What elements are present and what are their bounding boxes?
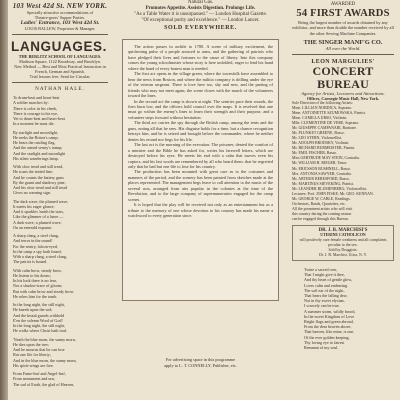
bureau-owner: LEON MARGULIES'	[311, 58, 375, 65]
poem-line: And his slow tread and still tread	[13, 185, 68, 190]
right-column	[290, 0, 396, 400]
poem-line: From the dear heaven above,	[304, 324, 352, 330]
synopsis-paragraph: In the second act the camp is shown at night. The sentries pace their rounds, the fires burn low, and the officers hold council over the maps. It is resolved that one must go within the enemy's lines to learn their strength and their purpose, and a volunteer steps forward without hesitation.	[128, 98, 273, 120]
poem-line: That heaven, like mine, is one,	[304, 329, 355, 335]
awards-title: 54 FIRST AWARDS	[296, 8, 390, 19]
poem-line: On an emerald expanse.	[13, 224, 53, 230]
poem-line: By starlight and moonlight,	[13, 129, 59, 135]
poem-line: And he counts the battery guns	[13, 174, 64, 180]
poem-line: In the camp a spy hath found;	[13, 248, 62, 254]
synopsis-paragraph: It is hoped that the play will be received not only as an entertainment but as a tribute to the memory of one whose devotion to his country has made his name a watchword to every generation since.	[128, 202, 273, 219]
poem-line: And the armed sentry's tramp;	[13, 145, 63, 151]
poem-line: The soft ear of the night,	[304, 287, 345, 293]
poem-line: But one life for liberty;	[13, 352, 51, 358]
poem-line: That hears the falling dew,	[304, 293, 348, 299]
medicine-ad-line: will positively cure female weakness and all complaints peculiar to the sex.	[299, 238, 387, 248]
medicine-ad-line: Sold by Druggists.	[328, 248, 358, 253]
poem-line: E'en the solemn Word of God!	[13, 317, 63, 323]
water-ad-slogan: Promotes Appetite. Assists Digestion. Prolongs Life.	[145, 6, 256, 11]
sold-everywhere: SOLD EVERYWHERE.	[164, 25, 237, 31]
poem-line: He dies upon the tree;	[13, 341, 49, 347]
poem-line: He listens to his doom;	[13, 272, 51, 278]
poem-line: With calm brow, steady brow,	[13, 267, 62, 273]
bureau-list-item: Mr. WILLIAM H. RIEGER, Tenor.	[292, 161, 348, 166]
languages-ad	[10, 39, 110, 79]
divider	[12, 34, 108, 35]
nathan-hale-poem	[10, 95, 110, 387]
medicine-ad-line: Dr. J. B. Marchisi, Utica, N. Y.	[319, 253, 367, 258]
water-ad-line: Natural Gas.	[187, 0, 214, 5]
languages-address: Madison Square, 1122 Broadway, and Brooklyn.	[19, 59, 101, 64]
poem-line: He robes him for the tomb.	[13, 293, 58, 299]
restaurant-address: 103 West 42d St. NEW YORK.	[12, 2, 108, 10]
poem-line: And terror in the sound!	[13, 238, 53, 244]
synopsis-paragraph: The production has been mounted with great care as to the costumes and manners of the period, and the scenery has been painted from sketches made at the places represented. The management begs leave to call attention to the music of the several acts, arranged from airs popular in the colonies at the time of the Revolution, and to the large company of supernumeraries engaged for the camp scenes.	[128, 169, 273, 202]
languages-school: THE BERLITZ SCHOOL OF LANGUAGES.	[18, 54, 102, 59]
poem-line: His spirit-wings are free.	[13, 362, 54, 368]
poem-line: And he mourns that he can lose	[13, 347, 65, 352]
bureau-list-item: Miss GERTRUDE MAY STEIN, Contralto.	[292, 156, 361, 161]
poem-line: He scans the tented line;	[13, 169, 54, 175]
poem-title: NATHAN HALE.	[35, 86, 85, 92]
water-ad-quote: "Of exceptional purity and excellence." — London Lancet.	[141, 18, 260, 23]
bureau-list-item: Mme. ANTOINETTE SZUMOWSKA, Pianist.	[292, 110, 366, 115]
bureau-list-item: Mr. MARTINUS SIEVEKING, Pianist.	[292, 181, 354, 186]
bureau-sub: Agency for Artists, Lecturers and Attractions.	[301, 90, 385, 96]
poem-line: In the long night, the still night,	[13, 302, 65, 307]
bureau-list-item: Mr. RICHARD BURMEISTER, Pianist.	[292, 146, 356, 151]
bureau-list-item: Mr. GIUSEPPE CAMPANARI, Baritone.	[292, 126, 357, 131]
bureau-artist-list	[290, 101, 396, 222]
advertising-note-line: apply to L. T. CONNELLY, Publisher, etc.	[164, 362, 237, 368]
medicine-ad-title: DR. J. B. MARCHISI'S	[318, 228, 368, 234]
middle-column	[118, 0, 283, 400]
poem-line: Thy loving eye to fairest	[304, 339, 345, 345]
synopsis-paragraph: The action passes in awhile to 1780. A scene of military excitement, the quickening pulse of a people aroused to arms, and the gathering of patriots who have pledged their lives and fortunes to the cause of liberty. Into this company comes the young schoolmaster whose story is here unfolded, eager to lend his hand where the hand of every honest man is needed.	[128, 44, 273, 71]
poem-line: By the gaunt and shadowy pine;	[13, 179, 66, 185]
poem-line: From Fame-leaf and Angel-leaf,	[13, 371, 66, 376]
poem-line: And it sparkles 'neath the stars,	[13, 209, 64, 214]
poem-line: In his look there is no fear,	[13, 278, 57, 283]
bureau-list-item: Lectures: Prof. JOHN FISKE; Mr. GEO. KENNAN.	[292, 191, 374, 196]
poem-line: With a sharp clang, a steel clang,	[13, 254, 67, 259]
advertising-note-line: For advertising space in this programme	[165, 357, 236, 362]
poem-line: For the sentry, falcon-eyed,	[13, 243, 58, 249]
poem-line: He kneels upon the sod;	[13, 307, 53, 313]
page-binding-edge	[0, 0, 8, 400]
restaurant-line: Specially attractive accommodations of	[26, 10, 94, 15]
poem-line: The patriot is bound.	[13, 259, 48, 265]
poem-line: His silent wanderings lamp.	[13, 155, 59, 161]
bureau-list-item: Mrs. ANTONIA SAWYER, Contralto.	[292, 171, 353, 176]
bureau-list-item: Mr. LEO STERN, Violoncellist.	[292, 136, 343, 141]
poem-line: In the sweet Kingdom of Love	[304, 313, 355, 319]
poem-line: And the starlight and moonlight	[13, 150, 66, 156]
bureau-list-item: Mlle. CLEMENTINE DE VERE, Soprano.	[292, 121, 360, 126]
divider	[12, 82, 108, 83]
bureau-list-item: Mr. GEORGE W. CABLE, Readings.	[292, 196, 351, 201]
bureau-list-item: Mr. ARTHUR BERESFORD, Basso.	[292, 176, 350, 181]
poem-line: There is color in his cheek,	[13, 105, 58, 111]
awards-header: AWARDED	[330, 2, 356, 7]
poem-line: Loves calm and endearing.	[304, 282, 349, 288]
poem-line: To drum-beat and heart-beat	[13, 95, 60, 100]
poem-line: From monument and urn,	[13, 376, 55, 382]
poem-line: I scarcely can be true.	[304, 303, 340, 309]
bureau-address: Offices, Carnegie Music Hall, New York.	[306, 95, 380, 101]
languages-trial: Trial lessons free. Send for Circular.	[29, 74, 91, 79]
bureau-list-item: All the prominent artists who will visit	[292, 206, 353, 211]
restaurant-proprietor: LOUIS BALLEW, Proprietor & Manager.	[24, 26, 96, 31]
poem-line: With slow tread and still tread,	[13, 164, 64, 169]
poem-line: Twine a sacred rose,	[304, 267, 338, 273]
bureau-list-item: Mr. ADOLPH BRODSKY, Violinist.	[292, 141, 350, 146]
poem-line: But with calm brow and steady brow	[13, 288, 74, 294]
poem-line: Bright flags and green abroad,	[304, 319, 354, 325]
bureau-list-item: Mr. EMIL FISCHER, Basso.	[292, 151, 338, 156]
synopsis-paragraph: The third act carries the spy through the British camp, among the tents and the guns, noting all that he sees. His disguise holds for a time, but a chance recognition betrays him, and he is seized and brought before the commander, where he neither denies his errand nor begs for his life.	[128, 120, 273, 142]
poem-line: And the brutal guards withhold	[13, 312, 65, 318]
poem-line: There is courage in his eye,	[13, 110, 59, 116]
poem-line: A sharp clang, a steel clang,	[13, 233, 59, 238]
bureau-list-item: Orchestras, Bands, Quartettes, etc.	[292, 201, 346, 206]
right-poem	[290, 267, 396, 350]
poem-line: And in the blue morn, the sunny morn,	[13, 357, 77, 363]
poem-line: The dark wave, the plumed wave,	[13, 198, 69, 204]
poem-line: That I might give it thee,	[304, 272, 345, 278]
bureau-title: CONCERT BUREAU	[312, 63, 374, 91]
ladies-entrance: Ladies' Entrance, 103 West 42d St.	[20, 20, 100, 26]
poem-line: Not in thy sweet elysian,	[304, 298, 345, 304]
poem-line: Nor a shadow-trace of gloom;	[13, 283, 63, 289]
restaurant-line: Theatre-goers' Supper Parties.	[34, 15, 86, 20]
poem-line: 'Neath the blue morn, the sunny morn,	[13, 336, 76, 342]
poem-line: In a moment he must die.	[13, 121, 55, 127]
poem-line: Like the glimmer of a lance —	[13, 214, 64, 220]
poem-line: A soldier marches by:	[13, 100, 49, 106]
poem-line: Gives no warning sign.	[13, 190, 51, 196]
water-ad-quote: "As a Table Water it is unsurpassed." — London Hospital Gazette.	[134, 12, 267, 17]
medicine-ad	[292, 225, 394, 261]
singer-sub: All over the World.	[325, 45, 361, 51]
synopsis-paragraph: The first act opens in the village green, where the townsfolk have assembled to hear the news from Boston, and where the militia company is drilling under the eye of the veteran sergeant. There is love here too, shy and new, and the parting of friends who may not meet again; the scene closes with the march of the volunteers toward the lines.	[128, 71, 273, 99]
bureau-list-item: Mr. ERICSSON BUSHNELL, Basso.	[292, 166, 351, 171]
poem-line: He hears the rustling flag,	[13, 140, 56, 145]
awards-text: Being the largest number of awards obtained by any exhibitor, and more than double the number received by all the other Sewing Machine Companies.	[292, 20, 394, 36]
poem-line: And thy heart of gentle glow,	[304, 277, 352, 283]
poem-line: Yet to drum-beat and heart-beat	[13, 116, 65, 121]
bureau-list-item: Mme. CAMILLA URSO, Violinist.	[292, 116, 348, 121]
bureau-list-item: Mr. LEANDER BLUMENBERG, Violoncellist.	[292, 186, 368, 191]
synopsis-box	[122, 39, 279, 301]
bureau-list-item: Mme. LILLIAN NORDICA, Soprano.	[292, 105, 353, 110]
languages-title: LANGUAGES.	[11, 39, 108, 54]
advertising-note	[118, 357, 283, 368]
bureau-list-item: Sole Direction of the following Artists:	[292, 100, 353, 105]
poem-line: It meets his eager glance;	[13, 203, 55, 209]
poem-line: In the long night, the still night,	[13, 323, 65, 328]
divider	[292, 54, 394, 55]
bureau-list-item: can be engaged through this Bureau.	[292, 216, 349, 221]
poem-line: A summer storm, wildly brood,	[304, 308, 356, 314]
medicine-ad-line: UTERINE CATHOLICON	[320, 233, 366, 238]
poem-line: Of the ever golden keeping,	[304, 334, 350, 340]
bureau-list-item: this country during the coming season	[292, 211, 352, 216]
poem-line: A dark wave, a plumed wave,	[13, 219, 62, 225]
poem-line: The sad of Earth, the glad of Heaven,	[13, 381, 75, 387]
singer-company: THE SINGER MANF'G CO.	[303, 38, 383, 46]
poem-line: He seeks the Briton's camp;	[13, 134, 59, 140]
bureau-list-item: Mr. PLUNKET GREENE, Basso.	[292, 131, 345, 136]
water-ad	[118, 0, 283, 31]
languages-method: New Method — Best and Most Practical Instruction in French, German and Spanish.	[14, 64, 106, 74]
poem-line: Remnant of my soul.	[304, 345, 339, 351]
poem-line: He walks where Christ hath trod.	[13, 328, 68, 334]
synopsis-paragraph: The last act is the morning of the execution. The prisoner, denied the comfort of a minister and the Bible he has asked for, writes his farewell letters, which are destroyed before his eyes. He meets his end with a calm that moves even his captors, and his last words are remembered by all who heard them: that he regretted only that he had but one life to lose for his country.	[128, 142, 273, 169]
left-column	[10, 0, 110, 400]
restaurant-ad	[10, 0, 110, 31]
